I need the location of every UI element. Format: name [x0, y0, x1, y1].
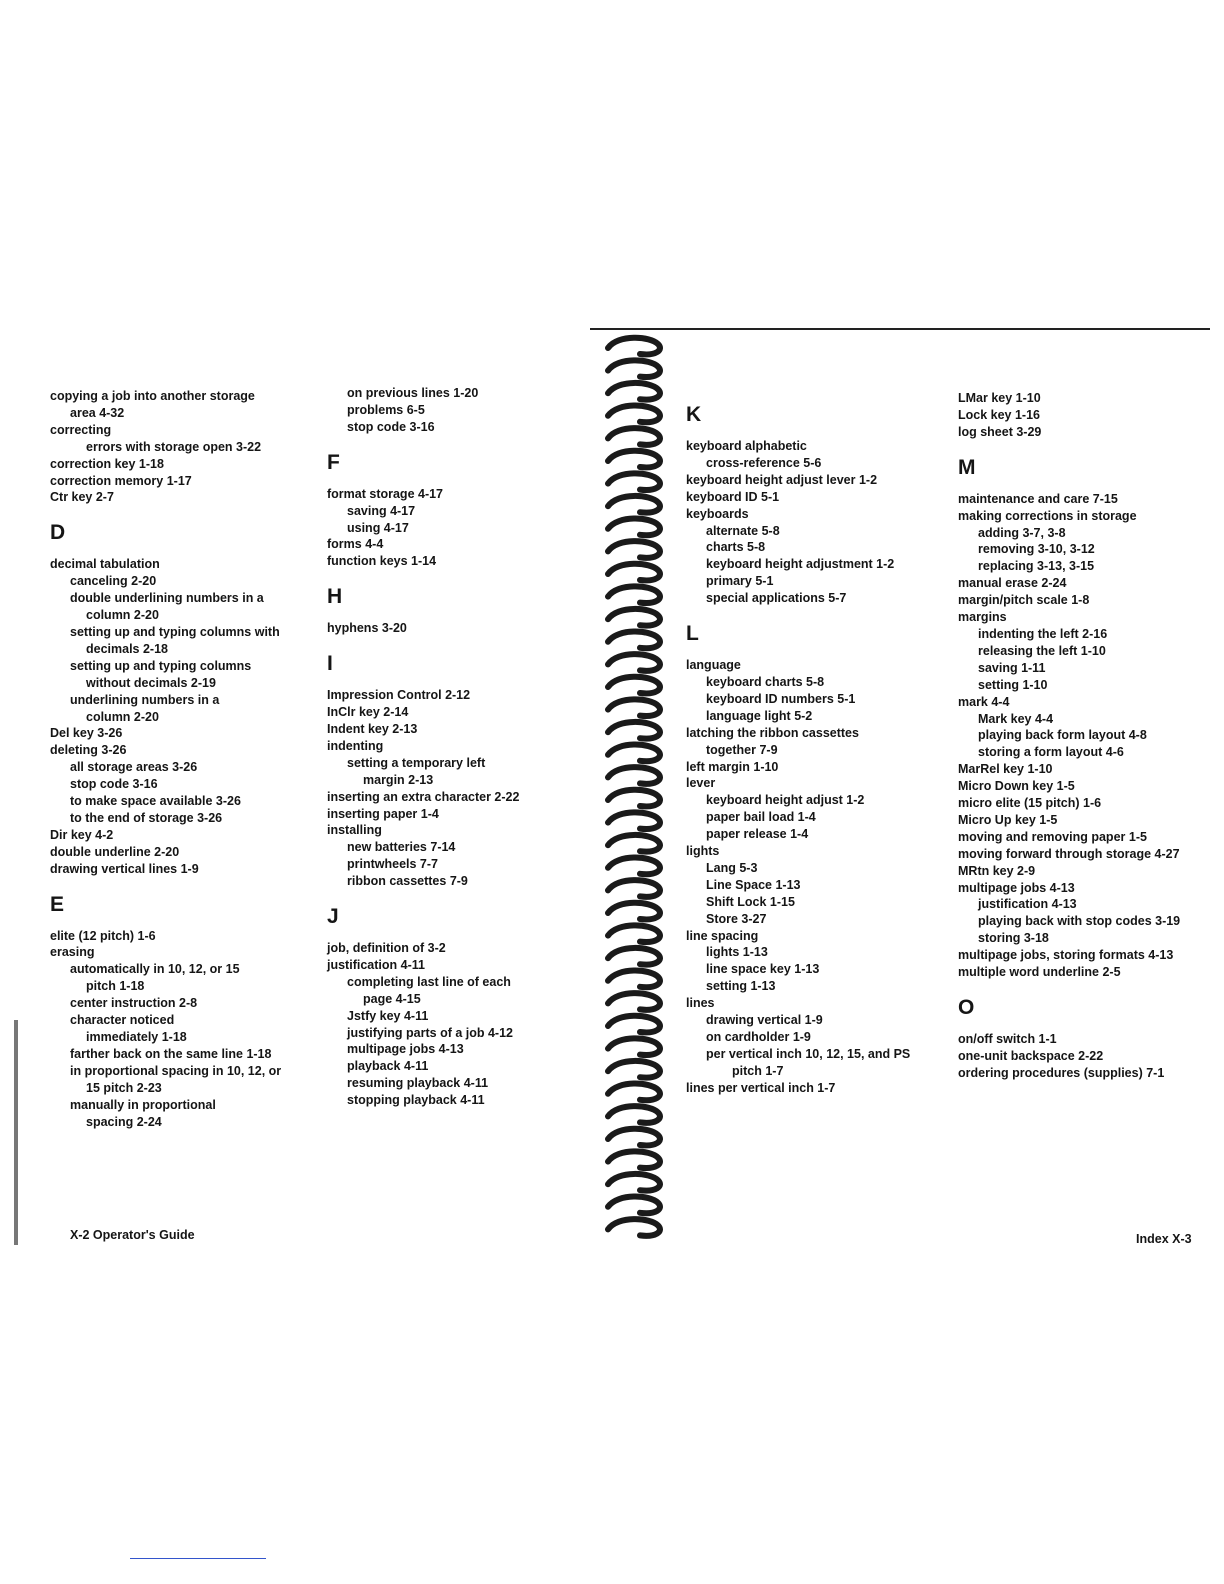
index-entry: alternate 5-8 [706, 523, 780, 538]
index-entry: margin/pitch scale 1-8 [958, 593, 1090, 608]
index-entry: manual erase 2-24 [958, 576, 1067, 591]
page-top-rule [590, 328, 1210, 330]
spiral-coil [608, 609, 660, 626]
index-entry: special applications 5-7 [706, 591, 847, 606]
index-entry: Micro Up key 1-5 [958, 812, 1058, 827]
index-entry: keyboard height adjust 1-2 [706, 793, 865, 808]
index-entry: setting up and typing columns [70, 658, 252, 673]
index-entry: playing back form layout 4-8 [978, 728, 1147, 743]
index-entry: correcting [50, 422, 112, 437]
spiral-coil [608, 1038, 660, 1055]
index-entry: character noticed [70, 1013, 175, 1028]
index-entry: drawing vertical lines 1-9 [50, 861, 199, 876]
index-entry: automatically in 10, 12, or 15 [70, 962, 240, 977]
index-entry: latching the ribbon cassettes [686, 725, 859, 740]
spiral-coil [608, 1106, 660, 1123]
index-entry: line space key 1-13 [706, 962, 820, 977]
spiral-coil [608, 948, 660, 965]
index-entry: pitch 1-18 [86, 979, 145, 994]
spiral-coil [608, 473, 660, 490]
index-entry: making corrections in storage [958, 508, 1137, 523]
index-entry: immediately 1-18 [86, 1030, 187, 1044]
index-entry: 15 pitch 2-23 [86, 1080, 162, 1095]
index-entry: playing back with stop codes 3-19 [978, 914, 1181, 929]
spiral-coil [608, 496, 660, 513]
index-entry: multipage jobs, storing formats 4-13 [958, 948, 1174, 963]
index-entry: language light 5-2 [706, 708, 813, 723]
index-section-letter: F [327, 450, 340, 474]
index-entry: problems 6-5 [347, 402, 425, 417]
index-entry: inserting paper 1-4 [327, 806, 439, 821]
index-entry: page 4-15 [363, 991, 421, 1006]
index-entry: lines [686, 996, 715, 1011]
index-entry: center instruction 2-8 [70, 996, 198, 1011]
index-entry: keyboards [686, 506, 749, 521]
index-entry: format storage 4-17 [327, 486, 444, 501]
spiral-coil [608, 790, 660, 807]
spiral-coil [608, 1016, 660, 1033]
index-entry: setting a temporary left [347, 755, 486, 770]
spiral-coil [608, 451, 660, 468]
left-page-column-2 [327, 385, 567, 1109]
index-entry: justification 4-11 [327, 957, 425, 972]
spiral-coil [608, 564, 660, 581]
index-entry: lever [686, 776, 716, 791]
spiral-coil [608, 1129, 660, 1146]
index-entry: micro elite (15 pitch) 1-6 [958, 796, 1102, 811]
index-entry: removing 3-10, 3-12 [978, 542, 1095, 557]
index-entry: Ctr key 2-7 [50, 490, 114, 505]
index-entry: charts 5-8 [706, 540, 766, 555]
index-entry: InClr key 2-14 [327, 705, 409, 720]
index-entry: multiple word underline 2-5 [958, 965, 1121, 980]
spiral-coil [608, 699, 660, 716]
index-entry: ordering procedures (supplies) 7-1 [958, 1065, 1165, 1080]
index-entry: column 2-20 [86, 709, 159, 724]
index-entry: moving and removing paper 1-5 [958, 829, 1147, 844]
index-entry: inserting an extra character 2-22 [327, 789, 520, 804]
index-entry: adding 3-7, 3-8 [978, 525, 1066, 540]
index-entry: using 4-17 [347, 520, 409, 535]
index-entry: hyphens 3-20 [327, 621, 407, 636]
spiral-coil [608, 745, 660, 762]
index-section-letter: O [958, 996, 975, 1019]
index-entry: drawing vertical 1-9 [706, 1013, 823, 1028]
index-section-letter: J [327, 905, 339, 929]
spiral-coil [608, 812, 660, 829]
index-entry: pitch 1-7 [732, 1063, 784, 1078]
index-entry: releasing the left 1-10 [978, 643, 1106, 658]
index-entry: area 4-32 [70, 405, 125, 420]
index-entry: keyboard alphabetic [686, 439, 807, 453]
index-entry: setting 1-13 [706, 979, 776, 994]
spiral-coil [608, 1151, 660, 1168]
index-entry: without decimals 2-19 [86, 675, 216, 690]
index-entry: Lock key 1-16 [958, 407, 1040, 422]
spiral-coil [608, 541, 660, 558]
index-entry: indenting the left 2-16 [978, 626, 1108, 641]
index-entry: errors with storage open 3-22 [86, 439, 262, 454]
spiral-coil [608, 632, 660, 649]
index-section-letter: E [50, 892, 65, 916]
spiral-coil [608, 858, 660, 875]
index-entry: on previous lines 1-20 [347, 386, 479, 400]
index-entry: to the end of storage 3-26 [70, 810, 223, 825]
index-entry: Dir key 4-2 [50, 827, 114, 842]
spiral-coil [608, 971, 660, 988]
spiral-coil [608, 360, 660, 377]
index-entry: keyboard ID numbers 5-1 [706, 691, 856, 706]
index-section-letter: L [686, 622, 699, 646]
index-entry: Store 3-27 [706, 911, 767, 926]
index-entry: stop code 3-16 [70, 777, 158, 792]
bottom-rule [130, 1558, 266, 1559]
spiral-coil [608, 1197, 660, 1214]
index-entry: log sheet 3-29 [958, 424, 1042, 439]
index-entry: erasing [50, 945, 95, 960]
index-entry: Del key 3-26 [50, 726, 123, 741]
index-entry: storing 3-18 [978, 931, 1049, 946]
index-entry: mark 4-4 [958, 694, 1010, 709]
index-entry: double underline 2-20 [50, 844, 180, 859]
index-entry: manually in proportional [70, 1097, 216, 1112]
spiral-coil [608, 519, 660, 536]
index-entry: Line Space 1-13 [706, 877, 801, 892]
right-page-footer: Index X-3 [1136, 1232, 1192, 1246]
index-entry: correction memory 1-17 [50, 473, 192, 488]
index-entry: setting 1-10 [978, 677, 1048, 692]
index-entry: setting up and typing columns with [70, 624, 280, 639]
index-section-letter: I [327, 652, 333, 676]
index-entry: elite (12 pitch) 1-6 [50, 928, 156, 943]
index-entry: copying a job into another storage [50, 389, 255, 403]
index-section-letter: D [50, 521, 66, 545]
index-entry: multipage jobs 4-13 [958, 880, 1075, 895]
spiral-coil [608, 1219, 660, 1236]
right-page-column-2 [958, 390, 1214, 1082]
index-entry: saving 1-11 [978, 660, 1046, 675]
spiral-coil [608, 925, 660, 942]
index-entry: saving 4-17 [347, 503, 416, 518]
spiral-coil [608, 1174, 660, 1191]
spiral-coil [608, 835, 660, 852]
index-entry: paper release 1-4 [706, 827, 809, 842]
right-page-column-1 [686, 388, 936, 1097]
index-entry: stop code 3-16 [347, 419, 435, 434]
index-entry: justification 4-13 [978, 897, 1077, 912]
index-entry: installing [327, 823, 382, 838]
index-entry: moving forward through storage 4-27 [958, 846, 1180, 861]
index-entry: MarRel key 1-10 [958, 762, 1053, 777]
index-entry: on cardholder 1-9 [706, 1030, 811, 1044]
index-entry: new batteries 7-14 [347, 840, 456, 855]
index-entry: lines per vertical inch 1-7 [686, 1080, 836, 1095]
index-entry: LMar key 1-10 [958, 391, 1041, 405]
spiral-coil [608, 1084, 660, 1101]
index-entry: cross-reference 5-6 [706, 455, 822, 470]
index-entry: Lang 5-3 [706, 860, 758, 875]
index-entry: keyboard height adjust lever 1-2 [686, 472, 878, 487]
spiral-binding [600, 330, 680, 1250]
index-entry: deleting 3-26 [50, 743, 127, 758]
index-entry: Shift Lock 1-15 [706, 894, 795, 909]
index-entry: per vertical inch 10, 12, 15, and PS [706, 1046, 911, 1061]
index-section-letter: H [327, 585, 343, 609]
left-page-column-1 [50, 388, 310, 1130]
index-entry: underlining numbers in a [70, 692, 220, 707]
index-entry: all storage areas 3-26 [70, 760, 198, 775]
page-edge-shadow [14, 1020, 18, 1245]
index-entry: decimal tabulation [50, 557, 160, 572]
index-entry: Mark key 4-4 [978, 711, 1054, 726]
index-entry: column 2-20 [86, 608, 159, 623]
index-entry: job, definition of 3-2 [327, 941, 446, 956]
index-entry: primary 5-1 [706, 574, 774, 589]
index-entry: together 7-9 [706, 742, 778, 757]
index-entry: on/off switch 1-1 [958, 1032, 1057, 1046]
spiral-coil [608, 406, 660, 423]
index-entry: replacing 3-13, 3-15 [978, 559, 1095, 574]
spiral-coil [608, 654, 660, 671]
spiral-coil [608, 767, 660, 784]
index-entry: keyboard ID 5-1 [686, 489, 780, 504]
spiral-coil [608, 880, 660, 897]
spiral-coil [608, 903, 660, 920]
index-entry: spacing 2-24 [86, 1114, 162, 1129]
spiral-coil [608, 586, 660, 603]
index-entry: resuming playback 4-11 [347, 1076, 489, 1091]
index-entry: lights 1-13 [706, 945, 768, 960]
spiral-coil [608, 1061, 660, 1078]
index-entry: function keys 1-14 [327, 554, 437, 569]
index-section-letter: M [958, 455, 976, 479]
index-entry: MRtn key 2-9 [958, 863, 1036, 878]
index-entry: margin 2-13 [363, 772, 434, 787]
index-entry: keyboard height adjustment 1-2 [706, 557, 895, 572]
index-entry: ribbon cassettes 7-9 [347, 874, 468, 889]
index-entry: left margin 1-10 [686, 759, 779, 774]
index-entry: one-unit backspace 2-22 [958, 1048, 1104, 1063]
index-entry: decimals 2-18 [86, 641, 168, 656]
spiral-coil [608, 722, 660, 739]
index-entry: Impression Control 2-12 [327, 688, 471, 703]
index-entry: margins [958, 610, 1007, 625]
index-entry: indenting [327, 738, 384, 753]
index-entry: printwheels 7-7 [347, 857, 438, 872]
index-entry: playback 4-11 [347, 1059, 429, 1074]
spiral-coil [608, 993, 660, 1010]
index-entry: Jstfy key 4-11 [347, 1008, 429, 1023]
index-entry: Indent key 2-13 [327, 721, 418, 736]
index-entry: forms 4-4 [327, 537, 384, 552]
left-page-footer: X-2 Operator's Guide [70, 1228, 195, 1242]
index-entry: justifying parts of a job 4-12 [347, 1025, 513, 1040]
spiral-coil [608, 428, 660, 445]
index-entry: double underlining numbers in a [70, 591, 264, 606]
index-section-letter: K [686, 403, 702, 426]
spiral-coil [608, 677, 660, 694]
index-entry: completing last line of each [347, 974, 511, 989]
index-entry: farther back on the same line 1-18 [70, 1046, 272, 1061]
index-entry: line spacing [686, 928, 759, 943]
index-entry: maintenance and care 7-15 [958, 491, 1118, 506]
spiral-coil [608, 383, 660, 400]
index-entry: multipage jobs 4-13 [347, 1042, 464, 1057]
index-entry: lights [686, 844, 720, 859]
index-entry: keyboard charts 5-8 [706, 674, 825, 689]
index-entry: language [686, 658, 741, 673]
spiral-coil [608, 338, 660, 355]
index-entry: canceling 2-20 [70, 574, 157, 589]
index-entry: Micro Down key 1-5 [958, 779, 1075, 794]
index-entry: storing a form layout 4-6 [978, 745, 1124, 760]
index-entry: in proportional spacing in 10, 12, or [70, 1063, 282, 1078]
index-entry: stopping playback 4-11 [347, 1093, 485, 1108]
index-entry: paper bail load 1-4 [706, 810, 816, 825]
index-entry: correction key 1-18 [50, 456, 164, 471]
index-entry: to make space available 3-26 [70, 794, 241, 809]
